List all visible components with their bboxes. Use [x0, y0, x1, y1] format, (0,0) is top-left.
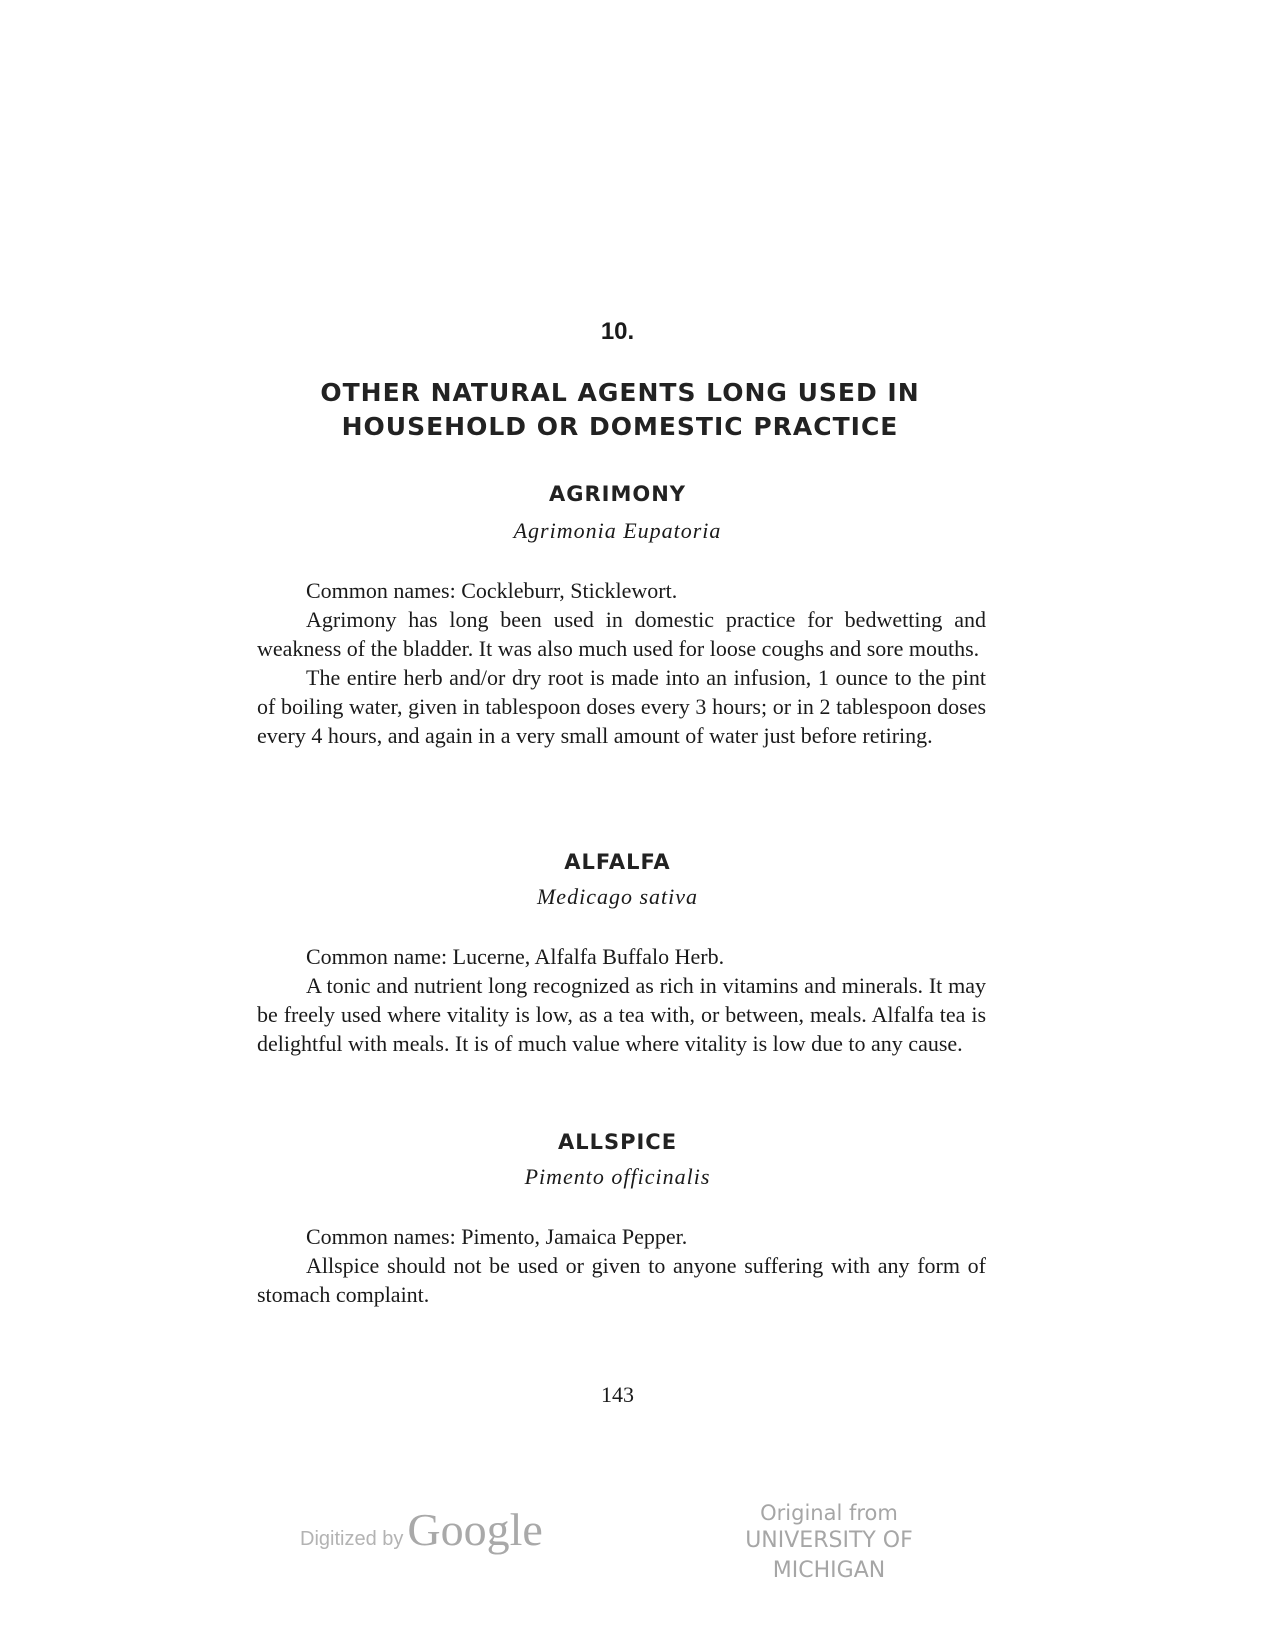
paragraph: Allspice should not be used or given to anyone suffering with any form of stomach complaint.: [257, 1253, 986, 1307]
chapter-title-line-1: OTHER NATURAL AGENTS LONG USED IN: [320, 378, 920, 407]
page-number: 143: [601, 1382, 634, 1407]
entry-body-agrimony: [257, 576, 986, 750]
original-from-label: Original from: [760, 1501, 898, 1525]
entry-body-alfalfa: [257, 942, 986, 1058]
entry-body-allspice: [257, 1222, 986, 1309]
paragraph: Agrimony has long been used in domestic practice for bedwetting and weakness of the bladder. It was also much used for loose coughs and sore mouths.: [257, 607, 986, 661]
chapter-title-line-2: HOUSEHOLD OR DOMESTIC PRACTICE: [341, 412, 899, 441]
paragraph: A tonic and nutrient long recognized as rich in vitamins and minerals. It may be freely used where vitality is low, as a tea with, or between, meals. Alfalfa tea is delightful with meals. It is of much value where vitality is low due to any cause.: [257, 973, 986, 1056]
google-logo: Google: [407, 1504, 543, 1555]
original-source-watermark: [694, 1500, 964, 1586]
university-label: UNIVERSITY OF MICHIGAN: [745, 1528, 913, 1583]
entry-heading-allspice: ALLSPICE: [557, 1130, 678, 1154]
entry-heading-alfalfa: ALFALFA: [564, 850, 671, 874]
digitized-by-label: Digitized by: [300, 1528, 404, 1550]
entry-heading-agrimony: AGRIMONY: [548, 482, 686, 506]
chapter-number: 10.: [600, 318, 635, 345]
entry-latin-agrimony: Agrimonia Eupatoria: [513, 518, 722, 543]
chapter-title: [250, 376, 990, 444]
paragraph: Common names: Pimento, Jamaica Pepper.: [306, 1224, 688, 1249]
paragraph: Common names: Cockleburr, Sticklewort.: [306, 578, 678, 603]
digitized-by-google-watermark: [300, 1503, 543, 1563]
entry-latin-allspice: Pimento officinalis: [524, 1164, 711, 1189]
paragraph: The entire herb and/or dry root is made into an infusion, 1 ounce to the pint of boiling water, given in tablespoon doses every 3 hours; or in 2 tablespoon doses every 4 hours, and again in a very small amount of water just before retiring.: [257, 665, 986, 748]
paragraph: Common name: Lucerne, Alfalfa Buffalo Herb.: [306, 944, 725, 969]
entry-latin-alfalfa: Medicago sativa: [536, 884, 699, 909]
